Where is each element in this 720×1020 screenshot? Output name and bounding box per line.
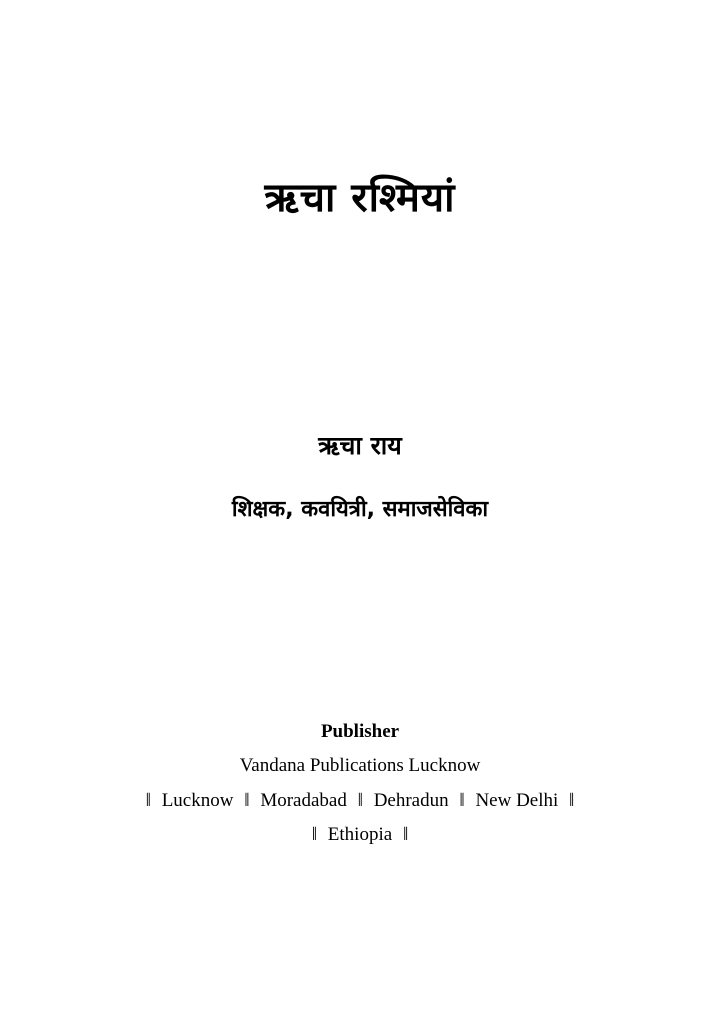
city-new-delhi: New Delhi	[475, 790, 559, 811]
separator: ‖	[357, 790, 363, 811]
separator: ‖	[459, 790, 465, 811]
publisher-cities-line-2	[0, 822, 720, 848]
separator: ‖	[402, 824, 409, 845]
author-roles: शिक्षक, कवयित्री, समाजसेविका	[231, 497, 489, 522]
publisher-heading: Publisher	[320, 721, 400, 742]
book-title: ऋचा रश्मियां	[264, 175, 456, 221]
city-dehradun: Dehradun	[373, 790, 449, 811]
separator: ‖	[311, 824, 318, 845]
city-moradabad: Moradabad	[260, 790, 347, 811]
separator: ‖	[145, 790, 151, 811]
publisher-name: Vandana Publications Lucknow	[239, 755, 481, 776]
city-lucknow: Lucknow	[161, 790, 234, 811]
author-name: ऋचा राय	[318, 431, 402, 460]
separator: ‖	[569, 790, 575, 811]
city-ethiopia: Ethiopia	[327, 824, 393, 845]
publisher-cities-line-1	[0, 788, 720, 814]
separator: ‖	[244, 790, 250, 811]
